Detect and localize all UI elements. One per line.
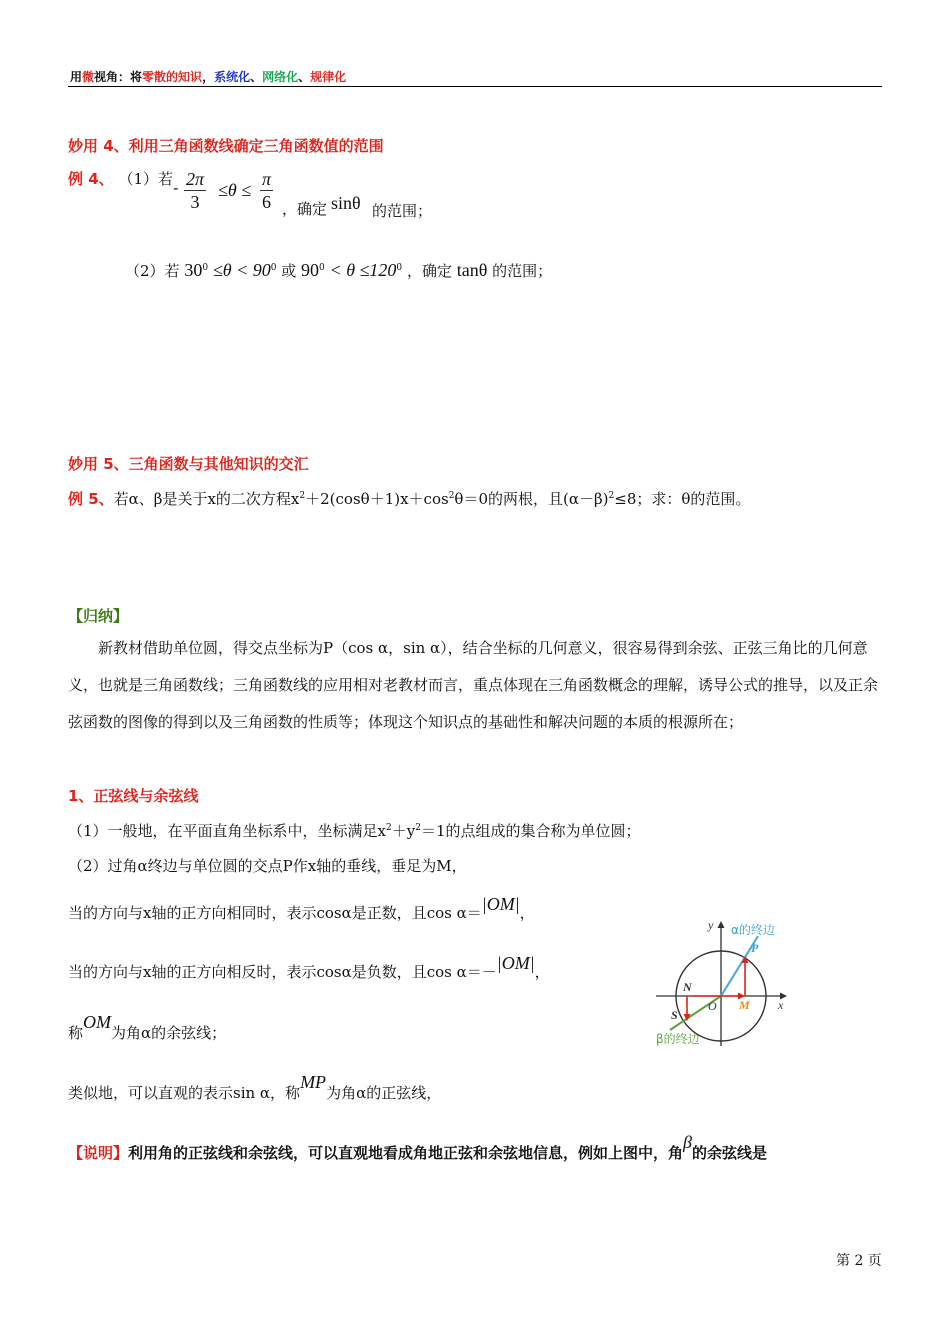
note-tag: 【说明】 (68, 1144, 129, 1162)
degree-sup: 0 (202, 263, 209, 273)
ex5-text-c: θ＝0的两根，且(α－β) (454, 490, 609, 508)
l4c: ， (534, 963, 550, 981)
header-part: 视角：将 (94, 70, 143, 84)
note-beta: β (683, 1132, 692, 1152)
ex4-tan-theta: tanθ (456, 260, 488, 280)
line-unit-circle (68, 820, 641, 841)
header-part: ， (202, 70, 215, 84)
ex4-inequality: ≤θ ≤ (218, 180, 252, 200)
example-5-label: 例 5、 (68, 490, 114, 508)
frac1-numerator: 2π (186, 169, 205, 189)
frac2-numerator: π (262, 169, 272, 189)
summary-title: 【归纳】 (68, 607, 129, 625)
line-sine-line (68, 1072, 442, 1103)
header-divider (68, 86, 882, 87)
alpha-terminal-label: α的终边 (731, 923, 775, 937)
y-axis-arrow (718, 921, 725, 928)
beta-terminal-label: β的终边 (656, 1032, 700, 1046)
header-part: 微 (82, 70, 95, 84)
example-5 (68, 488, 750, 509)
square-sup: 2 (386, 823, 392, 833)
frac1-denominator: 3 (190, 192, 200, 212)
header-slogan (70, 68, 346, 85)
l4b-abs-om: |OM| (496, 953, 535, 973)
ex4-p1-rest (282, 198, 327, 219)
l3c: ， (519, 904, 535, 922)
ex5-text-d: ≤8；求：θ的范围。 (614, 490, 751, 508)
ex4-or: 或 (281, 262, 297, 280)
ex4-p1-mid: ，确定 (282, 200, 328, 218)
ex4-fraction-2 (260, 168, 273, 213)
frac2-denominator: 6 (262, 192, 272, 212)
section-5-title: 妙用 5、三角函数与其他知识的交汇 (68, 455, 309, 473)
point-n-label: N (683, 980, 692, 994)
header-part: 网络化 (262, 70, 299, 84)
example-4-part-2 (125, 260, 552, 281)
degree-sup: 0 (270, 263, 277, 273)
ex5-text-b: ＋2(cosθ＋1)x＋cos (305, 490, 449, 508)
header-part: 、 (298, 70, 311, 84)
l5b-om: OM (83, 1012, 112, 1032)
l5a: 称 (68, 1024, 84, 1042)
ex5-text-a: 若α、β是关于x的二次方程x (113, 490, 300, 508)
l1a: （1）一般地，在平面直角坐标系中，坐标满足x (68, 822, 387, 840)
ex4-cond2-b: < θ ≤120 (329, 260, 397, 280)
degree-sup: 0 (319, 263, 325, 273)
header-part: 用 (70, 70, 83, 84)
header-part: 、 (250, 70, 263, 84)
page-number: 第 2 页 (836, 1253, 882, 1269)
square-sup: 2 (299, 491, 306, 501)
ex4-cond1: 30 (184, 260, 203, 280)
line-cosine-line (68, 1012, 227, 1043)
unit-circle-figure (650, 912, 800, 1052)
note-text-b: 的余弦线是 (692, 1144, 768, 1162)
square-sup: 2 (448, 491, 455, 501)
header-part: 零散的知识 (142, 70, 203, 84)
ex4-p2-mid: ，确定 (406, 262, 452, 280)
ex4-cond1-b: ≤θ < 90 (212, 260, 271, 280)
square-sup: 2 (608, 491, 615, 501)
line-cos-positive (68, 894, 535, 923)
ex4-fraction-1 (184, 168, 206, 213)
note-text-a: 利用角的正弦线和余弦线，可以直观地看成角地正弦和余弦地信息，例如上图中，角 (128, 1144, 684, 1162)
degree-sup: 0 (396, 263, 403, 273)
ex4-neg-sign: - (173, 178, 179, 197)
l6b-mp: MP (300, 1072, 327, 1092)
l1b: ＋y (391, 822, 416, 840)
square-sup: 2 (415, 823, 421, 833)
point-s-label: S (671, 1008, 678, 1022)
ex4-cond2: 90 (301, 260, 320, 280)
l6a: 类似地，可以直观的表示sin α，称 (68, 1084, 301, 1102)
ex4-p1-prefix: （1）若 (118, 170, 173, 188)
ex4-p1-suffix: 的范围； (372, 202, 433, 220)
origin-o-label: O (708, 999, 717, 1013)
line-perpendicular: （2）过角α终边与单位圆的交点P作x轴的垂线，垂足为M， (68, 857, 467, 875)
point-m-label: M (739, 998, 750, 1012)
l1c: ＝1的点组成的集合称为单位圆； (420, 822, 641, 840)
line-cos-negative (68, 953, 550, 982)
l5c: 为角α的余弦线； (111, 1024, 227, 1042)
section-4-title: 妙用 4、利用三角函数线确定三角函数值的范围 (68, 137, 384, 155)
l6c: 为角α的正弦线， (326, 1084, 442, 1102)
example-4-label: 例 4、 (68, 170, 114, 188)
example-4-part-1 (68, 168, 173, 189)
l3a: 当的方向与x轴的正方向相同时，表示cosα是正数，且cos α＝ (68, 904, 482, 922)
point-p-label: P (751, 941, 759, 955)
header-part: 系统化 (214, 70, 251, 84)
header-part: 规律化 (310, 70, 347, 84)
subsection-1-title: 1、正弦线与余弦线 (68, 787, 199, 805)
summary-paragraph: 新教材借助单位圆，得交点坐标为P（cos α，sin α），结合坐标的几何意义，很容易得到余弦、正弦三角比的几何意义，也就是三角函数线；三角函数线的应用相对老教材而言，重点体现在三角函数概念的理解，诱导公式的推导，以及正余弦函数的图像的得到以及三角函数的性质等；体现这个知识点的基础性和解决问题的本质的根源所在； (68, 639, 879, 731)
l3b-abs-om: |OM| (481, 894, 520, 914)
ex4-sin-theta: sinθ (331, 193, 361, 213)
x-axis-label: x (778, 998, 784, 1012)
ex4-p2-prefix: （2）若 (125, 262, 180, 280)
l4a: 当的方向与x轴的正方向相反时，表示cosα是负数，且cos α＝－ (68, 963, 497, 981)
note-paragraph (68, 1132, 768, 1163)
y-axis-label: y (708, 918, 714, 932)
ex4-p2-suffix: 的范围； (492, 262, 553, 280)
